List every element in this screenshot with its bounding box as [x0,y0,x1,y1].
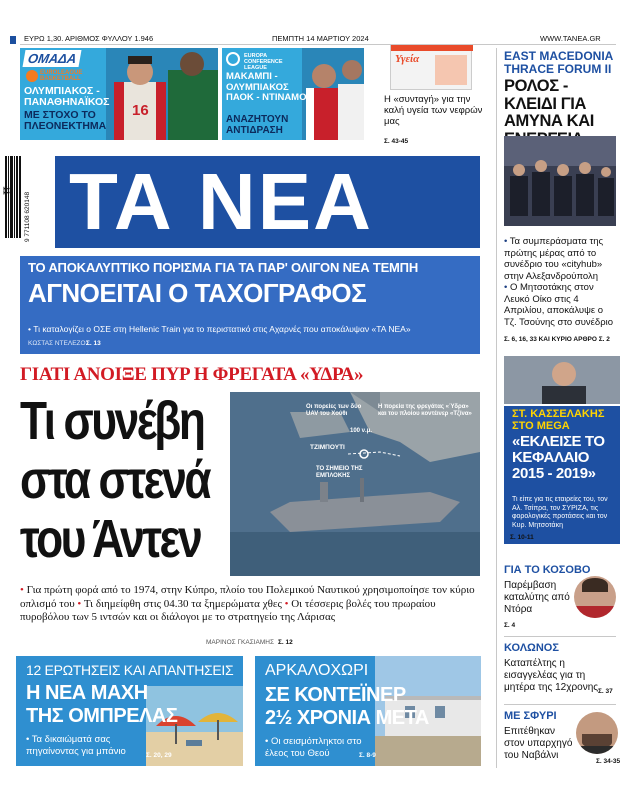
omada-logo: ΟΜΑΔΑ [23,50,82,67]
arkalochori-story[interactable] [255,656,481,766]
euroleague-badge: EUROLEAGUE BASKETBALL [40,70,83,82]
europa-promo[interactable] [222,48,364,140]
frigate-headline-line-2: στα στενά [20,450,210,510]
ygeia-cover-band [391,45,473,51]
frigate-bullet-3: Οι τέσσερις βολές του πρωραίου πυροβόλου των 5 ιντσών και οι διάλογοι με το στρατηγείο της Λάρισας [20,597,436,623]
barcode-digits: 9 771108 620148 [24,191,31,242]
tempi-kicker: ΤΟ ΑΠΟΚΑΛΥΠΤΙΚΟ ΠΟΡΙΣΜΑ ΓΙΑ ΤΑ ΠΑΡ' ΟΛΙΓΟΝ ΝΕΑ ΤΕΜΠΗ [28,260,419,275]
europa-logo-icon [226,52,240,66]
bullet: • [28,324,34,334]
tempi-page: Σ. 13 [86,340,101,347]
forum-bullet-1 [504,236,618,282]
corner-mark [10,36,16,44]
kosovo-kicker: ΓΙΑ ΤΟ ΚΟΣΟΒΟ [504,564,591,576]
sfyri-page: Σ. 34-35 [596,758,621,765]
frigate-headline [20,392,241,569]
kasselakis-headline: «ΕΚΛΕΙΣΕ ΤΟ ΚΕΦΑΛΑΙΟ 2015 - 2019» [512,433,605,482]
top-rule [20,44,616,45]
navalny-aide-portrait [576,712,618,754]
map-label-djibouti: ΤΖΙΜΠΟΥΤΙ [310,444,345,451]
kolonos-text: Καταπέλτης η εισαγγελέας για τη μητέρα της 12χρονης [504,658,599,693]
arkalochori-headline [265,684,429,730]
frigate-bullet-2: Τι διημείφθη στις 04.30 τα ξημερώματα χθες [83,597,282,610]
arkalochori-headline-line-2: 2½ ΧΡΟΝΙΑ ΜΕΤΑ [265,707,429,729]
kasselakis-photo [504,356,620,404]
football-players-photo [302,48,364,140]
umbrella-headline-line-1: Η ΝΕΑ ΜΑΧΗ [26,682,148,704]
arkalochori-page: Σ. 8-9 [359,752,376,759]
kolonos-kicker: ΚΟΛΩΝΟΣ [504,642,559,654]
barcode-bars [1,154,22,240]
forum-bullet-2-text: Ο Μητσοτάκης στον Λευκό Οίκο στις 4 Απριλίου, αποκάλυψε ο Τζ. Τσούνης στο συνέδριο [504,282,613,328]
ygeia-teaser: Η «συνταγή» για την καλή υγεία των νεφρών μας [384,94,483,127]
tempi-text [28,324,476,334]
barcode [1,154,22,240]
sidebar-rule [504,636,616,637]
forum-headline: ΡΟΛΟΣ - ΚΛΕΙΔΙ ΓΙΑ ΑΜΥΝΑ ΚΑΙ [504,77,594,130]
sidebar-rule [504,704,616,705]
tempi-headline: ΑΓΝΟΕΙΤΑΙ Ο ΤΑΧΟΓΡΑΦΟΣ [28,278,367,308]
ygeia-pages: Σ. 43-45 [384,138,409,145]
website: WWW.TANEA.GR [540,34,601,43]
basketball-icon [26,70,38,82]
umbrella-headline [26,682,177,728]
ygeia-logo: Υγεία [395,53,420,65]
ygeia-cover-photo [435,55,467,85]
tempi-byline: ΚΩΣΤΑΣ ΝΤΕΛΕΖΟΣ [28,340,90,347]
europa-subhead: ΑΝΑΖΗΤΟΥΝ ΑΝΤΙΔΡΑΣΗ [226,114,289,136]
portrait-clothing [576,746,618,754]
masthead [55,156,480,248]
europa-headline: ΜΑΚΑΜΠΙ - ΟΛΥΜΠΙΑΚΟΣ ΠΑΟΚ - ΝΤΙΝΑΜΟ [226,71,307,103]
frigate-bullet-1: Για πρώτη φορά από το 1974, στην Κύπρο, πλοίο του Πολεμικού Ναυτικού χρησιμοποίησε τον κύριο οπλισμό του [20,584,475,610]
tempi-text-body: Τι καταλογίζει ο ΟΣΕ στη Hellenic Train για το περιστατικό στις Αχαρνές που αποκάλυψαν «ΤΑ ΝΕΑ» [33,324,411,334]
frigate-page: Σ. 12 [278,639,293,646]
forum-bullets [504,236,618,328]
frigate-bullets [20,584,482,625]
ygeia-magazine-cover[interactable] [390,44,472,90]
forum-conference-photo [504,136,616,226]
omada-headline: ΟΛΥΜΠΙΑΚΟΣ - ΠΑΝΑΘΗΝΑΪΚΟΣ [24,85,110,108]
kosovo-page: Σ. 4 [504,622,516,629]
forum-bullet-1-text: Τα συμπεράσματα της πρώτης μέρας από το συνέδριο του «cityhub» στην Αλεξανδρούπολη [504,236,604,282]
page-number: 11 [1,186,11,195]
frigate-kicker: ΓΙΑΤΙ ΑΝΟΙΞΕ ΠΥΡ Η ΦΡΕΓΑΤΑ «ΥΔΡΑ» [20,364,364,385]
dora-portrait [574,576,616,618]
kosovo-text: Παρέμβαση καταλύτης από Ντόρα [504,580,570,615]
map-label-uav: Οι πορείες των δύο UAV του Χούθι [306,404,362,417]
umbrella-headline-line-2: ΤΗΣ ΟΜΠΡΕΛΑΣ [26,705,178,727]
umbrella-kicker: 12 ΕΡΩΤΗΣΕΙΣ ΚΑΙ ΑΠΑΝΤΗΣΕΙΣ [26,662,234,678]
sidebar-divider [496,48,497,768]
bullet: • [284,597,292,610]
arkalochori-text: • Οι σεισμόπληκτοι στο έλεος του Θεού [265,736,362,759]
kasselakis-kicker: ΣΤ. ΚΑΣΣΕΛΑΚΗΣ ΣΤΟ MEGA [512,408,605,432]
frigate-headline-line-3: του Άντεν [20,509,201,569]
map-label-route: Η πορεία της φρεγάτας «Ύδρα» και του πλοίου κοντέινερ «Τζίνα» [378,404,472,417]
portrait-clothing [574,606,616,618]
tempi-story[interactable] [20,256,480,354]
masthead-title: ΤΑ ΝΕΑ [69,157,373,246]
arkalochori-headline-line-1: ΣΕ ΚΟΝΤΕΪΝΕΡ [265,684,406,706]
frigate-byline: ΜΑΡΙΝΟΣ ΓΚΑΣΙΑΜΗΣ [206,639,275,646]
forum-pages: Σ. 6, 16, 33 ΚΑΙ ΚΥΡΙΟ ΑΡΘΡΟ Σ. 2 [504,336,610,343]
umbrella-story[interactable] [16,656,243,766]
sfyri-text: Επιτέθηκαν στον υπαρχηγό του Ναβάλνι [504,726,573,761]
umbrella-page: Σ. 20, 29 [146,752,172,759]
forum-bullet-2 [504,282,618,328]
kolonos-page: Σ. 37 [598,688,613,695]
arkalochori-kicker: ΑΡΚΑΛΟΧΩΡΙ [265,662,369,679]
issue-date: ΠΕΜΠΤΗ 14 ΜΑΡΤΙΟΥ 2024 [272,34,369,43]
jersey-number: 16 [132,102,149,119]
omada-subhead: ΜΕ ΣΤΟΧΟ ΤΟ ΠΛΕΟΝΕΚΤΗΜΑ [24,109,107,132]
kasselakis-story[interactable] [504,406,620,544]
aden-map-graphic [230,392,480,576]
umbrella-text: • Τα δικαιώματά σας πηγαίνοντας για μπάνιο [26,734,126,757]
forum-kicker: EAST MACEDONIA THRACE FORUM II [504,49,613,76]
price-issue: ΕΥΡΩ 1,30. ΑΡΙΘΜΟΣ ΦΥΛΛΟΥ 1.946 [24,34,154,43]
kasselakis-portrait [504,356,620,404]
bullet: • [77,597,84,610]
sfyri-kicker: ΜΕ ΣΦΥΡΙ [504,710,557,722]
map-label-distance: 100 ν.μ. [350,428,373,434]
bullet: • [504,282,510,293]
kasselakis-pages: Σ. 10-11 [510,534,534,541]
bullet: • [504,236,510,247]
omada-promo[interactable] [20,48,218,140]
frigate-headline-line-1: Τι συνέβη [20,391,204,451]
kasselakis-text: Τι είπε για τις εταιρείες του, τον Αλ. Τσίπρα, τον ΣΥΡΙΖΑ, τις φορολογικές προτάσεις και τον Κυρ. Μητσοτάκη [512,496,608,529]
bullet: • [20,584,27,596]
europa-badge: EUROPA CONFERENCE LEAGUE [244,53,283,71]
portrait-hair [582,578,608,592]
frigate-map-photo [230,392,480,576]
map-label-point: ΤΟ ΣΗΜΕΙΟ ΤΗΣ ΕΜΠΛΟΚΗΣ [316,466,363,479]
